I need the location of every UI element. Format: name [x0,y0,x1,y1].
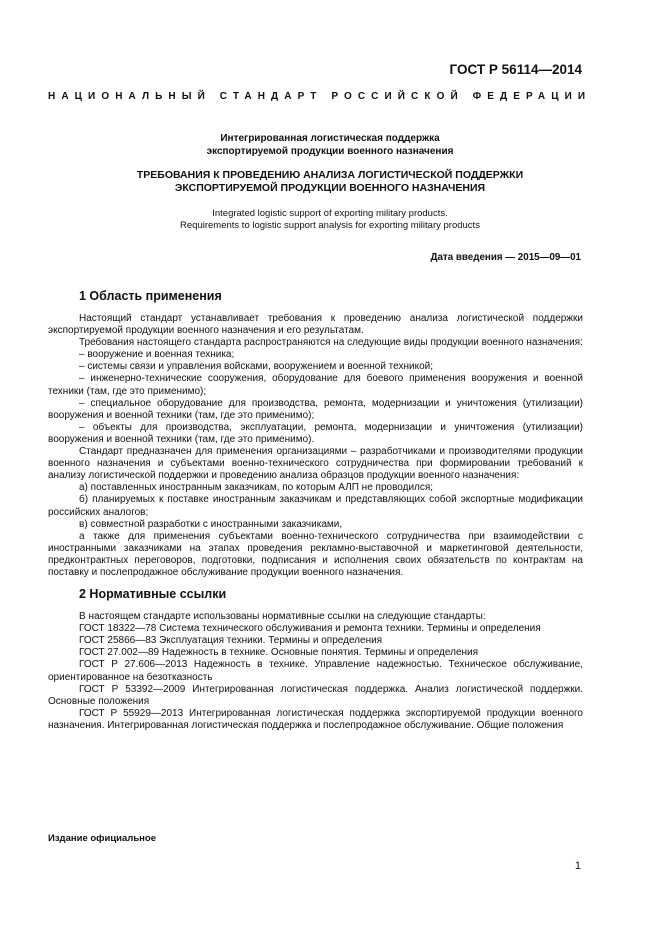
list-item: – системы связи и управления войсками, вооружением и военной техникой; [79,361,434,373]
page-number: 1 [574,860,581,872]
section-1-heading: 1 Область применения [79,289,222,303]
title-en [80,208,580,232]
list-item: – инженерно-технические сооружения, оборудование для боевого применения вооружения и военной техники (там, где это применимо); [48,373,583,397]
main-title-ru-line-2: ЭКСПОРТИРУЕМОЙ ПРОДУКЦИИ ВОЕННОГО НАЗНАЧЕНИЯ [174,182,486,194]
section-2-heading: 2 Нормативные ссылки [79,587,227,602]
reference-item: ГОСТ Р 53392—2009 Интегрированная логистическая поддержка. Анализ логистической поддержки. Основные положения [48,683,583,707]
edition-label: Издание официальное [48,833,156,844]
introduction-date: Дата введения — 2015—09—01 [430,252,581,263]
paragraph: Стандарт предназначен для применения организациями – разработчиками и производителями продукции военного назначения и субъектами военно-технического сотрудничества при формировании требований к анализу логистической поддержки и проведению анализа образцов продукции военного назначения: [48,446,583,482]
list-item: – специальное оборудование для производства, ремонта, модернизации и уничтожения (утилизации) вооружения и военной техники (там, где это применимо); [48,397,583,421]
reference-item: ГОСТ 27.002—89 Надежность в технике. Основные понятия. Термины и определения [79,647,479,659]
reference-item: ГОСТ Р 27.606—2013 Надежность в технике. Управление надежностью. Техническое обслуживание, ориентированное на безотказность [48,659,583,683]
title-ru-line-1: Интегрированная логистическая поддержка [220,133,440,144]
main-title-ru-line-1: ТРЕБОВАНИЯ К ПРОВЕДЕНИЮ АНАЛИЗА ЛОГИСТИЧЕСКОЙ ПОДДЕРЖКИ [136,169,524,181]
document-body [48,289,583,732]
reference-item: ГОСТ Р 55929—2013 Интегрированная логистическая поддержка экспортируемой продукции военного назначения. Интегрированная логистическая поддержка и послепродажное обслуживание. Общие положения [48,707,583,731]
list-item: а) поставленных иностранным заказчикам, по которым АЛП не проводился; [79,482,434,494]
standard-code: ГОСТ Р 56114—2014 [449,62,582,77]
national-standard-banner: НАЦИОНАЛЬНЫЙ СТАНДАРТ РОССИЙСКОЙ ФЕДЕРАЦИИ [48,91,592,102]
reference-item: ГОСТ 18322—78 Система технического обслуживания и ремонта техники. Термины и определения [79,623,541,635]
title-en-line-1: Integrated logistic support of exporting military products. [212,208,448,219]
paragraph: Настоящий стандарт устанавливает требования к проведению анализа логистической поддержки экспортируемой продукции военного назначения и его результатам. [48,313,583,337]
title-en-line-2: Requirements to logistic support analysis for exporting military products [180,220,480,231]
paragraph: В настоящем стандарте использованы нормативные ссылки на следующие стандарты: [79,611,486,623]
title-block [80,133,580,232]
list-item: б) планируемых к поставке иностранным заказчикам и представляющих собой экспортные модификации российских аналогов; [48,494,583,518]
paragraph: Требования настоящего стандарта распространяются на следующие виды продукции военного назначения: [79,337,583,349]
paragraph: а также для применения субъектами военно-технического сотрудничества при взаимодействии с иностранными заказчиками на этапах проведения рекламно-выставочной и маркетинговой деятельности, предконтрактных переговоров, подготовки, подписания и исполнения своих обязательств по контрактам на поставку и послепродажное обслуживание продукции военного назначения. [48,530,583,578]
list-item: в) совместной разработки с иностранными заказчиками, [79,518,343,530]
reference-item: ГОСТ 25866—83 Эксплуатация техники. Термины и определения [79,635,383,647]
title-ru-line-2: экспортируемой продукции военного назначения [206,145,454,157]
list-item: – вооружение и военная техника; [79,349,235,361]
list-item: – объекты для производства, эксплуатации, ремонта, модернизации и уничтожения (утилизации) вооружения и военной техники (там, где это применимо). [48,421,583,445]
main-title-ru [80,169,580,195]
